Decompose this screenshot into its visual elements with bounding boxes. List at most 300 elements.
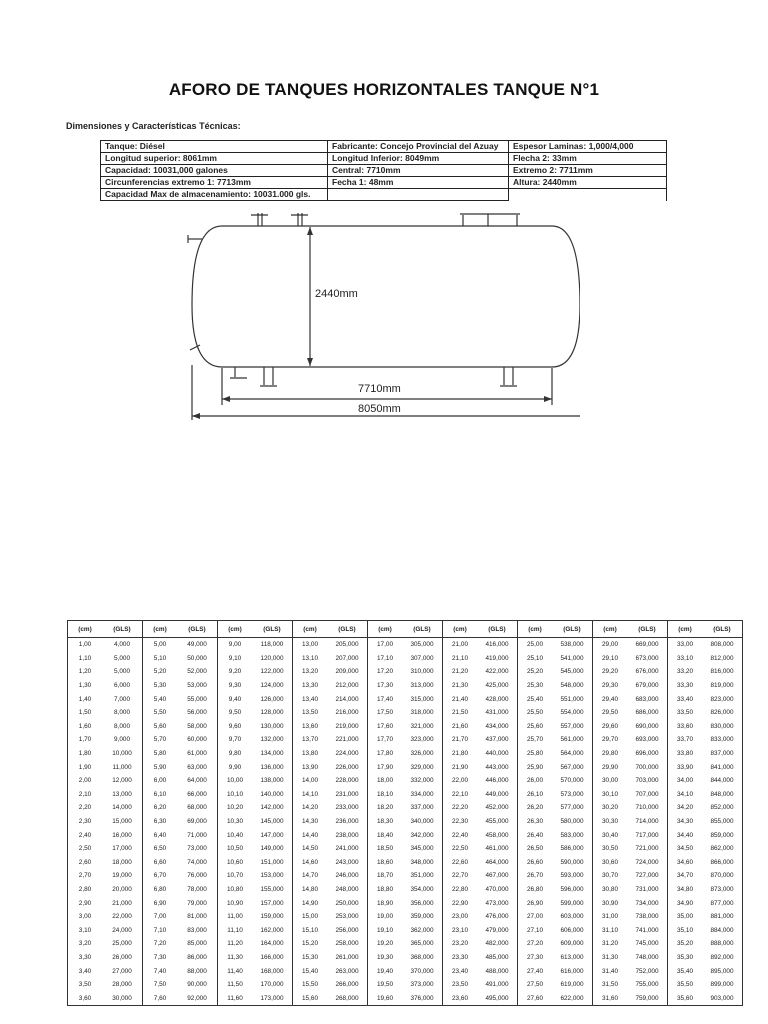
level-cm-cell: 23,40 <box>443 964 478 978</box>
level-cm-cell: 25,30 <box>518 679 553 693</box>
level-cm-cell: 33,90 <box>668 760 703 774</box>
level-cm-cell: 14,90 <box>293 896 328 910</box>
spec-row <box>101 189 667 201</box>
level-cm-cell: 33,80 <box>668 747 703 761</box>
volume-gls-cell: 68,000 <box>187 804 207 812</box>
level-cm-cell: 10,70 <box>218 869 253 883</box>
level-cm-cell: 26,20 <box>518 801 553 815</box>
spec-cell: Central: 7710mm <box>328 165 509 177</box>
level-cm-cell: 14,00 <box>293 774 328 788</box>
volume-gls-cell: 261,000 <box>335 953 359 961</box>
volume-gls-cell: 470,000 <box>485 885 509 893</box>
level-cm-cell: 21,60 <box>443 720 478 734</box>
level-cm-cell: 7,10 <box>143 923 178 937</box>
level-cm-cell: 6,10 <box>143 788 178 802</box>
volume-gls-cell: 329,000 <box>410 763 434 771</box>
level-cm-cell: 26,10 <box>518 788 553 802</box>
volume-gls-cell: 326,000 <box>410 750 434 758</box>
volume-gls-cell: 696,000 <box>635 750 659 758</box>
volume-gls-cell: 26,000 <box>112 953 132 961</box>
level-cm-cell: 9,80 <box>218 747 253 761</box>
volume-gls-cell: 14,000 <box>112 804 132 812</box>
volume-gls-cell: 365,000 <box>410 940 434 948</box>
level-cm-cell: 1,10 <box>78 654 92 662</box>
section-subtitle: Dimensiones y Características Técnicas: <box>66 121 241 131</box>
volume-gls-cell: 596,000 <box>560 885 584 893</box>
level-cm-cell: 1,00 <box>78 641 92 649</box>
volume-gls-cell: 721,000 <box>635 845 659 853</box>
volume-gls-cell: 12,000 <box>112 777 132 785</box>
column-header-cm: (cm) <box>593 621 628 638</box>
volume-gls-cell: 373,000 <box>410 981 434 989</box>
level-cm-cell: 34,10 <box>668 788 703 802</box>
tank-drawing <box>180 205 580 420</box>
volume-gls-cell: 859,000 <box>710 831 734 839</box>
level-cm-cell: 23,60 <box>443 991 478 1005</box>
level-cm-cell: 34,30 <box>668 815 703 829</box>
volume-gls-cell: 609,000 <box>560 940 584 948</box>
table-row <box>68 760 743 774</box>
volume-gls-cell: 124,000 <box>260 682 284 690</box>
volume-gls-cell: 162,000 <box>260 926 284 934</box>
volume-gls-cell: 60,000 <box>187 736 207 744</box>
level-cm-cell: 26,80 <box>518 883 553 897</box>
level-cm-cell: 14,70 <box>293 869 328 883</box>
volume-gls-cell: 580,000 <box>560 818 584 826</box>
table-row <box>68 665 743 679</box>
level-cm-cell: 21,20 <box>443 665 478 679</box>
volume-gls-cell: 8,000 <box>114 709 130 717</box>
level-cm-cell: 10,60 <box>218 856 253 870</box>
volume-gls-cell: 134,000 <box>260 750 284 758</box>
volume-gls-cell: 88,000 <box>187 967 207 975</box>
level-cm-cell: 1,90 <box>78 763 92 771</box>
level-cm-cell: 2,50 <box>78 845 92 853</box>
level-cm-cell: 6,50 <box>143 842 178 856</box>
level-cm-cell: 17,80 <box>368 747 403 761</box>
volume-gls-cell: 362,000 <box>410 926 434 934</box>
level-cm-cell: 31,30 <box>593 951 628 965</box>
volume-gls-cell: 748,000 <box>635 953 659 961</box>
column-header-cm: (cm) <box>668 621 703 638</box>
level-cm-cell: 25,50 <box>518 706 553 720</box>
volume-gls-cell: 16,000 <box>112 831 132 839</box>
volume-gls-cell: 71,000 <box>187 831 207 839</box>
spec-row <box>101 153 667 165</box>
volume-gls-cell: 557,000 <box>560 722 584 730</box>
level-cm-cell: 22,40 <box>443 828 478 842</box>
column-header-cm: (cm) <box>368 621 403 638</box>
level-cm-cell: 1,20 <box>78 668 92 676</box>
level-cm-cell: 27,00 <box>518 910 553 924</box>
level-cm-cell: 1,50 <box>78 709 92 717</box>
column-header-gls: (GLS) <box>327 621 368 638</box>
level-cm-cell: 2,20 <box>78 804 92 812</box>
volume-gls-cell: 214,000 <box>335 695 359 703</box>
level-cm-cell: 15,60 <box>293 991 328 1005</box>
volume-gls-cell: 205,000 <box>335 641 359 649</box>
level-cm-cell: 29,30 <box>593 679 628 693</box>
table-row <box>68 828 743 842</box>
level-cm-cell: 10,30 <box>218 815 253 829</box>
level-cm-cell: 18,70 <box>368 869 403 883</box>
volume-gls-cell: 58,000 <box>187 722 207 730</box>
volume-gls-cell: 823,000 <box>710 695 734 703</box>
spec-cell: Longitud superior: 8061mm <box>101 153 328 165</box>
level-cm-cell: 33,20 <box>668 665 703 679</box>
level-cm-cell: 9,60 <box>218 720 253 734</box>
volume-gls-cell: 892,000 <box>710 953 734 961</box>
level-cm-cell: 10,20 <box>218 801 253 815</box>
volume-gls-cell: 122,000 <box>260 668 284 676</box>
level-cm-cell: 34,90 <box>668 896 703 910</box>
level-cm-cell: 19,40 <box>368 964 403 978</box>
level-cm-cell: 21,90 <box>443 760 478 774</box>
volume-gls-cell: 567,000 <box>560 763 584 771</box>
volume-gls-cell: 241,000 <box>335 845 359 853</box>
level-cm-cell: 34,60 <box>668 856 703 870</box>
column-header-gls: (GLS) <box>477 621 518 638</box>
level-cm-cell: 25,70 <box>518 733 553 747</box>
table-row <box>68 896 743 910</box>
volume-gls-cell: 593,000 <box>560 872 584 880</box>
level-cm-cell: 3,60 <box>78 994 92 1002</box>
volume-gls-cell: 92,000 <box>187 994 207 1002</box>
level-cm-cell: 7,20 <box>143 937 178 951</box>
volume-gls-cell: 147,000 <box>260 831 284 839</box>
volume-gls-cell: 248,000 <box>335 885 359 893</box>
level-cm-cell: 1,60 <box>78 722 92 730</box>
volume-gls-cell: 899,000 <box>710 981 734 989</box>
level-cm-cell: 5,50 <box>143 706 178 720</box>
level-cm-cell: 9,30 <box>218 679 253 693</box>
level-cm-cell: 6,90 <box>143 896 178 910</box>
level-cm-cell: 30,90 <box>593 896 628 910</box>
level-cm-cell: 27,60 <box>518 991 553 1005</box>
level-cm-cell: 18,80 <box>368 883 403 897</box>
volume-gls-cell: 616,000 <box>560 967 584 975</box>
level-cm-cell: 31,20 <box>593 937 628 951</box>
table-row <box>68 964 743 978</box>
volume-gls-cell: 164,000 <box>260 940 284 948</box>
level-cm-cell: 7,30 <box>143 951 178 965</box>
level-cm-cell: 19,60 <box>368 991 403 1005</box>
level-cm-cell: 6,20 <box>143 801 178 815</box>
level-cm-cell: 13,70 <box>293 733 328 747</box>
level-cm-cell: 22,90 <box>443 896 478 910</box>
level-cm-cell: 17,40 <box>368 692 403 706</box>
level-cm-cell: 13,40 <box>293 692 328 706</box>
column-header-gls: (GLS) <box>252 621 293 638</box>
volume-gls-cell: 690,000 <box>635 722 659 730</box>
volume-gls-cell: 844,000 <box>710 777 734 785</box>
level-cm-cell: 25,20 <box>518 665 553 679</box>
volume-gls-cell: 10,000 <box>112 750 132 758</box>
volume-gls-cell: 83,000 <box>187 926 207 934</box>
volume-gls-cell: 138,000 <box>260 777 284 785</box>
level-cm-cell: 10,10 <box>218 788 253 802</box>
level-cm-cell: 31,50 <box>593 978 628 992</box>
volume-gls-cell: 425,000 <box>485 682 509 690</box>
level-cm-cell: 34,00 <box>668 774 703 788</box>
level-cm-cell: 29,10 <box>593 652 628 666</box>
volume-gls-cell: 888,000 <box>710 940 734 948</box>
height-dimension-label: 2440mm <box>315 288 358 300</box>
level-cm-cell: 2,70 <box>78 872 92 880</box>
volume-gls-cell: 151,000 <box>260 858 284 866</box>
level-cm-cell: 7,00 <box>143 910 178 924</box>
volume-gls-cell: 848,000 <box>710 790 734 798</box>
level-cm-cell: 9,70 <box>218 733 253 747</box>
level-cm-cell: 34,40 <box>668 828 703 842</box>
volume-gls-cell: 5,000 <box>114 668 130 676</box>
level-cm-cell: 13,00 <box>293 638 328 652</box>
volume-gls-cell: 841,000 <box>710 763 734 771</box>
level-cm-cell: 25,60 <box>518 720 553 734</box>
volume-gls-cell: 731,000 <box>635 885 659 893</box>
table-row <box>68 883 743 897</box>
table-row <box>68 692 743 706</box>
volume-gls-cell: 18,000 <box>112 858 132 866</box>
volume-gls-cell: 816,000 <box>710 668 734 676</box>
volume-gls-cell: 707,000 <box>635 790 659 798</box>
level-cm-cell: 18,50 <box>368 842 403 856</box>
page-title: AFORO DE TANQUES HORIZONTALES TANQUE N°1 <box>168 80 600 99</box>
volume-gls-cell: 4,000 <box>114 641 130 649</box>
volume-gls-cell: 166,000 <box>260 953 284 961</box>
level-cm-cell: 17,60 <box>368 720 403 734</box>
column-header-gls: (GLS) <box>402 621 443 638</box>
column-header-cm: (cm) <box>293 621 328 638</box>
spec-row <box>101 177 667 189</box>
volume-gls-cell: 700,000 <box>635 763 659 771</box>
level-cm-cell: 19,10 <box>368 923 403 937</box>
level-cm-cell: 14,80 <box>293 883 328 897</box>
volume-gls-cell: 428,000 <box>485 695 509 703</box>
level-cm-cell: 10,90 <box>218 896 253 910</box>
level-cm-cell: 18,60 <box>368 856 403 870</box>
volume-gls-cell: 323,000 <box>410 736 434 744</box>
level-cm-cell: 31,60 <box>593 991 628 1005</box>
level-cm-cell: 13,60 <box>293 720 328 734</box>
level-cm-cell: 15,10 <box>293 923 328 937</box>
level-cm-cell: 15,20 <box>293 937 328 951</box>
level-cm-cell: 30,70 <box>593 869 628 883</box>
volume-gls-cell: 554,000 <box>560 709 584 717</box>
volume-gls-cell: 826,000 <box>710 709 734 717</box>
volume-gls-cell: 419,000 <box>485 654 509 662</box>
level-cm-cell: 26,00 <box>518 774 553 788</box>
level-cm-cell: 25,40 <box>518 692 553 706</box>
volume-gls-cell: 332,000 <box>410 777 434 785</box>
level-cm-cell: 17,20 <box>368 665 403 679</box>
volume-gls-cell: 714,000 <box>635 818 659 826</box>
spec-cell: Extremo 2: 7711mm <box>509 165 667 177</box>
volume-gls-cell: 676,000 <box>635 668 659 676</box>
level-cm-cell: 25,80 <box>518 747 553 761</box>
volume-gls-cell: 263,000 <box>335 967 359 975</box>
level-cm-cell: 17,90 <box>368 760 403 774</box>
volume-gls-cell: 370,000 <box>410 967 434 975</box>
volume-gls-cell: 577,000 <box>560 804 584 812</box>
level-cm-cell: 30,10 <box>593 788 628 802</box>
level-cm-cell: 27,10 <box>518 923 553 937</box>
column-header-gls: (GLS) <box>702 621 743 638</box>
level-cm-cell: 9,00 <box>218 638 253 652</box>
level-cm-cell: 31,00 <box>593 910 628 924</box>
level-cm-cell: 26,30 <box>518 815 553 829</box>
level-cm-cell: 14,30 <box>293 815 328 829</box>
volume-gls-cell: 895,000 <box>710 967 734 975</box>
volume-gls-cell: 551,000 <box>560 695 584 703</box>
volume-gls-cell: 464,000 <box>485 858 509 866</box>
volume-gls-cell: 53,000 <box>187 682 207 690</box>
volume-gls-cell: 20,000 <box>112 885 132 893</box>
level-cm-cell: 23,30 <box>443 951 478 965</box>
level-cm-cell: 5,60 <box>143 720 178 734</box>
table-row <box>68 747 743 761</box>
volume-gls-cell: 21,000 <box>112 899 132 907</box>
volume-gls-cell: 452,000 <box>485 804 509 812</box>
volume-gls-cell: 11,000 <box>112 763 132 771</box>
volume-gls-cell: 710,000 <box>635 804 659 812</box>
level-cm-cell: 25,10 <box>518 652 553 666</box>
volume-gls-cell: 49,000 <box>187 641 207 649</box>
level-cm-cell: 6,30 <box>143 815 178 829</box>
volume-gls-cell: 548,000 <box>560 682 584 690</box>
volume-gls-cell: 28,000 <box>112 981 132 989</box>
level-cm-cell: 27,50 <box>518 978 553 992</box>
level-cm-cell: 9,10 <box>218 652 253 666</box>
level-cm-cell: 2,80 <box>78 885 92 893</box>
volume-gls-cell: 866,000 <box>710 858 734 866</box>
volume-gls-cell: 564,000 <box>560 750 584 758</box>
level-cm-cell: 30,80 <box>593 883 628 897</box>
volume-gls-cell: 852,000 <box>710 804 734 812</box>
spec-row <box>101 165 667 177</box>
volume-gls-cell: 231,000 <box>335 790 359 798</box>
spec-row <box>101 141 667 153</box>
level-cm-cell: 5,90 <box>143 760 178 774</box>
table-row <box>68 869 743 883</box>
volume-gls-cell: 236,000 <box>335 818 359 826</box>
volume-gls-cell: 619,000 <box>560 981 584 989</box>
specs-table <box>100 140 667 201</box>
volume-gls-cell: 86,000 <box>187 953 207 961</box>
level-cm-cell: 11,00 <box>218 910 253 924</box>
volume-gls-cell: 877,000 <box>710 899 734 907</box>
volume-gls-cell: 256,000 <box>335 926 359 934</box>
level-cm-cell: 7,60 <box>143 991 178 1005</box>
level-cm-cell: 2,60 <box>78 858 92 866</box>
level-cm-cell: 13,30 <box>293 679 328 693</box>
volume-gls-cell: 8,000 <box>114 722 130 730</box>
level-cm-cell: 33,00 <box>668 638 703 652</box>
level-cm-cell: 15,40 <box>293 964 328 978</box>
level-cm-cell: 1,80 <box>78 750 92 758</box>
level-cm-cell: 2,10 <box>78 790 92 798</box>
spec-cell <box>509 189 667 201</box>
volume-gls-cell: 903,000 <box>710 994 734 1002</box>
level-cm-cell: 22,80 <box>443 883 478 897</box>
level-cm-cell: 14,60 <box>293 856 328 870</box>
level-cm-cell: 27,40 <box>518 964 553 978</box>
level-cm-cell: 2,30 <box>78 818 92 826</box>
volume-gls-cell: 50,000 <box>187 654 207 662</box>
level-cm-cell: 31,40 <box>593 964 628 978</box>
level-cm-cell: 21,00 <box>443 638 478 652</box>
volume-gls-cell: 583,000 <box>560 831 584 839</box>
level-cm-cell: 10,80 <box>218 883 253 897</box>
table-row <box>68 638 743 652</box>
total-length-label: 8050mm <box>358 403 401 415</box>
volume-gls-cell: 253,000 <box>335 913 359 921</box>
table-row <box>68 679 743 693</box>
level-cm-cell: 15,00 <box>293 910 328 924</box>
volume-gls-cell: 128,000 <box>260 709 284 717</box>
level-cm-cell: 5,30 <box>143 679 178 693</box>
volume-gls-cell: 752,000 <box>635 967 659 975</box>
level-cm-cell: 21,10 <box>443 652 478 666</box>
volume-gls-cell: 27,000 <box>112 967 132 975</box>
table-row <box>68 923 743 937</box>
volume-gls-cell: 78,000 <box>187 885 207 893</box>
level-cm-cell: 15,30 <box>293 951 328 965</box>
volume-gls-cell: 837,000 <box>710 750 734 758</box>
level-cm-cell: 19,00 <box>368 910 403 924</box>
level-cm-cell: 35,10 <box>668 923 703 937</box>
level-cm-cell: 18,00 <box>368 774 403 788</box>
volume-gls-cell: 561,000 <box>560 736 584 744</box>
level-cm-cell: 26,70 <box>518 869 553 883</box>
volume-gls-cell: 19,000 <box>112 872 132 880</box>
volume-gls-cell: 233,000 <box>335 804 359 812</box>
level-cm-cell: 29,00 <box>593 638 628 652</box>
volume-gls-cell: 155,000 <box>260 885 284 893</box>
level-cm-cell: 34,80 <box>668 883 703 897</box>
level-cm-cell: 25,00 <box>518 638 553 652</box>
volume-gls-cell: 586,000 <box>560 845 584 853</box>
column-header-cm: (cm) <box>218 621 253 638</box>
volume-gls-cell: 455,000 <box>485 818 509 826</box>
table-row <box>68 910 743 924</box>
volume-gls-cell: 368,000 <box>410 953 434 961</box>
table-row <box>68 991 743 1005</box>
volume-gls-cell: 246,000 <box>335 872 359 880</box>
level-cm-cell: 21,40 <box>443 692 478 706</box>
table-row <box>68 720 743 734</box>
column-header-cm: (cm) <box>443 621 478 638</box>
volume-gls-cell: 745,000 <box>635 940 659 948</box>
volume-gls-cell: 337,000 <box>410 804 434 812</box>
level-cm-cell: 9,90 <box>218 760 253 774</box>
level-cm-cell: 5,70 <box>143 733 178 747</box>
level-cm-cell: 29,60 <box>593 720 628 734</box>
volume-gls-cell: 207,000 <box>335 654 359 662</box>
level-cm-cell: 1,70 <box>78 736 92 744</box>
volume-gls-cell: 9,000 <box>114 736 130 744</box>
volume-gls-cell: 66,000 <box>187 790 207 798</box>
volume-gls-cell: 679,000 <box>635 682 659 690</box>
level-cm-cell: 19,30 <box>368 951 403 965</box>
volume-gls-cell: 833,000 <box>710 736 734 744</box>
volume-gls-cell: 130,000 <box>260 722 284 730</box>
volume-gls-cell: 69,000 <box>187 818 207 826</box>
volume-gls-cell: 488,000 <box>485 967 509 975</box>
level-cm-cell: 6,40 <box>143 828 178 842</box>
volume-gls-cell: 340,000 <box>410 818 434 826</box>
level-cm-cell: 3,10 <box>78 926 92 934</box>
